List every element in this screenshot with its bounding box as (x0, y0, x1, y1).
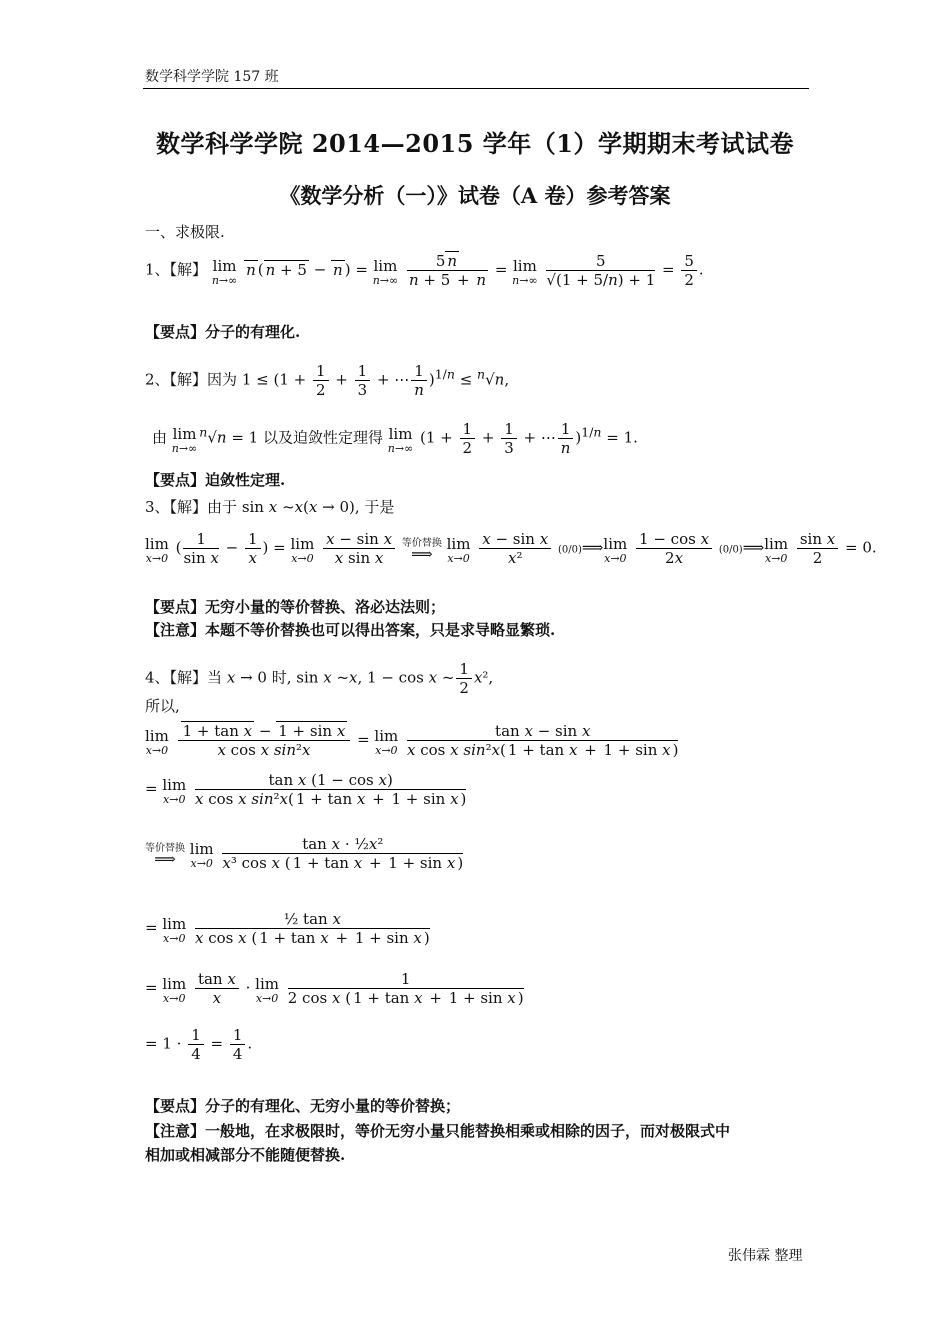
q3-tail: , 于是 (354, 498, 395, 516)
q1-solution: 1、【解】 lim n→∞ n ( n + 5 − n ) = lim n→∞ $\frac{5 n}{n + 5 + n}$ = lim n→∞ $\frac{5}{√(1 + 5/n) + 1}$ = $\frac{5}{2}$ . (145, 252, 704, 289)
q2-solution: 2、【解】因为 1 ≤ (1 + $\frac{1}{2}$ + $\frac{1}{3}$ + ⋯ $\frac{1}{n}$ )$^{1/n}$ ≤ $^n$√n, (145, 362, 510, 399)
header-rule (143, 88, 809, 89)
q4-step5: = lim x→0 $\frac{\text{tan x}}{x}$ · lim x→0 $\frac{1}{\text{2 cos x ( 1 + tan x + 1 + sin x )}}$ (145, 970, 524, 1007)
q4-step3: 等价替换 ⟹ lim x→0 $\frac{\text{tan x · ½x²}}{\text{x³ cos x ( 1 + tan x + 1 + sin x )}}$ (145, 835, 464, 872)
page-footer: 张伟霖 整理 (728, 1248, 803, 1264)
q2-you: 由 (152, 428, 168, 447)
q4-suoyi: 所以, (145, 697, 180, 715)
q4-note3: 相加或相减部分不能随便替换. (145, 1146, 346, 1164)
page-subtitle: 《数学分析（一）》试卷（A 卷）参考答案 (279, 183, 671, 208)
q4-arrow: 等价替换 ⟹ (145, 842, 185, 868)
q1-note: 【要点】分子的有理化. (145, 323, 301, 341)
page-title: 数学科学学院 2014—2015 学年（1）学期期末考试试卷 (155, 129, 794, 158)
q3-note2: 【注意】本题不等价替换也可以得出答案，只是求导略显繁琐. (145, 621, 556, 639)
q4-step2: = lim x→0 $\frac{\text{tan x (1 − cos x)}}{\text{x cos x sin²x( 1 + tan x + 1 + sin x )}}$ (145, 771, 467, 808)
q3-note1: 【要点】无穷小量的等价替换、洛必达法则； (145, 598, 446, 616)
q3-label: 3、【解】由于 (145, 498, 238, 516)
q3-intro: 3、【解】由于 sin x ~x(x → 0), 于是 (145, 498, 395, 516)
q2-note: 【要点】迫敛性定理. (145, 471, 286, 489)
q4-step1: lim x→0 $\frac{\text{1 + tan x − 1 + sin x}}{\text{x cos x sin²x}}$ = lim x→0 $\frac{\text{tan x − sin x}}{\text{x cos x sin²x( 1 + tan x + 1 + sin x )}}$ (145, 722, 679, 759)
q2-line2: 由 lim n→∞ $^n$√n = 1 以及迫敛性定理得 lim n→∞ (1 + $\frac{1}{2}$ + $\frac{1}{3}$ + ⋯ $\frac{1}{n}$ )$^{1/n}$ = 1. (152, 420, 638, 457)
page-header: 数学科学学院 157 班 (145, 69, 279, 85)
q1-label: 1、【解】 (145, 260, 208, 279)
q3-arrow: 等价替换 ⟹ (401, 537, 442, 563)
q4-intro: 4、【解】当 x → 0 时, sin x ~x, 1 − cos x ~ $\frac{1}{2}$ x², (145, 660, 494, 697)
q4-note1: 【要点】分子的有理化、无穷小量的等价替换； (145, 1097, 461, 1115)
section-heading: 一、求极限. (145, 223, 225, 241)
q4-step6: = 1 · $\frac{1}{4}$ = $\frac{1}{4}$ . (145, 1026, 253, 1063)
q4-shi: 时, (271, 668, 292, 687)
q2-mid: 以及迫敛性定理得 (262, 428, 383, 447)
q2-label: 2、【解】因为 (145, 370, 238, 389)
q3-equation: lim x→0 ( $\frac{1}{\text{sin x}}$ − $\frac{1}{x}$ ) = lim x→0 $\frac{\text{x − sin x}}{\text{x sin x}}$ 等价替换 ⟹ lim x→0 $\frac{\text{x − sin x}}{\text{x²}}$ (0/0)⟹ lim x→0 $\frac{\text{1 − cos x}}{2x}$ (0/0)⟹ lim x→0 $\frac{\text{sin x}}{2}$ = 0. (145, 530, 877, 567)
q4-note2: 【注意】一般地，在求极限时，等价无穷小量只能替换相乘或相除的因子，而对极限式中 (145, 1122, 731, 1140)
q4-step4: = lim x→0 $\frac{\text{½ tan x}}{\text{x cos x ( 1 + tan x + 1 + sin x )}}$ (145, 910, 430, 947)
q4-label: 4、【解】当 (145, 668, 223, 687)
